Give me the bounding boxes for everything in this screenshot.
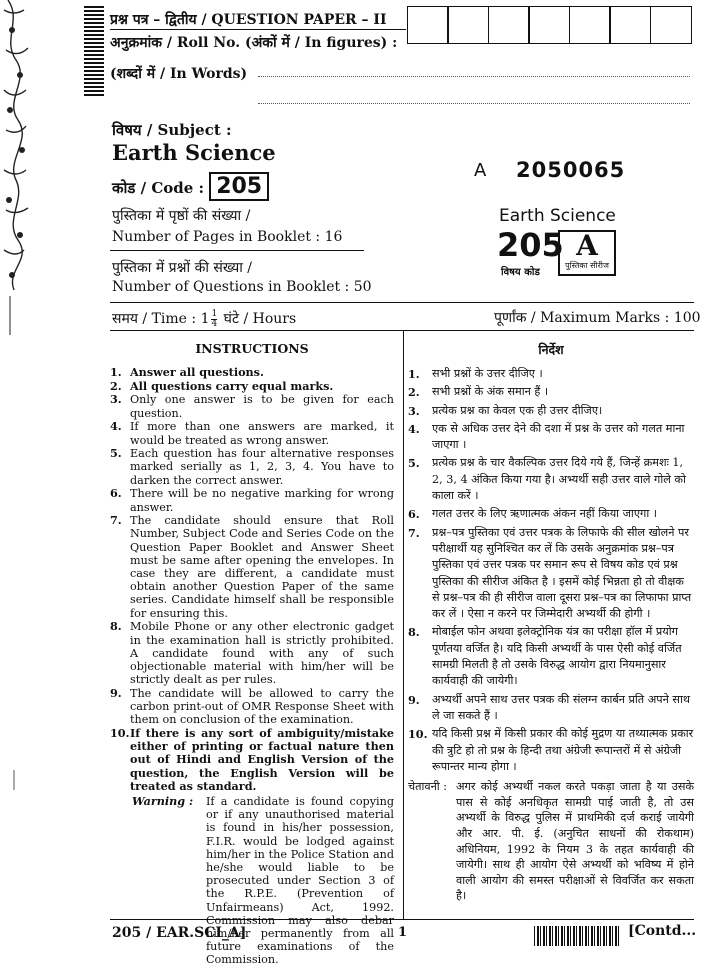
time-top-rule — [110, 302, 694, 303]
instruction-number: 9. — [408, 692, 420, 707]
instruction-item — [110, 420, 394, 446]
instruction-item — [110, 393, 394, 419]
instruction-number: 3. — [408, 403, 420, 418]
roll-digit-box[interactable] — [609, 6, 651, 44]
warning-text-hi: अगर कोई अभ्यर्थी नकल करते पकड़ा जाता है या उसके पास से कोई अनधिकृत सामग्री पाई जाती है, तो उस अभ्यर्थी के विरुद्ध पुलिस में प्राथमिकी दर्ज कराई जायेगी और आर. पी. ई. (अनुचित साधनों की रोकथाम) अधिनियम, 1992 के नियम 3 के तहत कार्यवाही की जायेगी। साथ ही आयोग ऐसे अभ्यर्थी को भविष्य में होने वाली आयोग की समस्त परीक्षाओं से विवर्जित कर सकता है। — [456, 780, 694, 903]
instruction-number: 1. — [408, 367, 420, 381]
roll-digit-box[interactable] — [650, 6, 692, 44]
roll-digit-box[interactable] — [447, 6, 489, 44]
instructions-title: INSTRUCTIONS — [195, 341, 309, 356]
instruction-number: 5. — [110, 446, 122, 461]
roll-no-label: अनुक्रमांक / Roll No. (अंकों में / In figures) : — [110, 35, 398, 51]
instruction-text: There will be no negative marking for wrong answer. — [130, 487, 394, 514]
subject-code: 205 — [209, 172, 269, 201]
instruction-number: 3. — [110, 392, 122, 407]
instruction-item — [408, 525, 694, 623]
instruction-text: गलत उत्तर के लिए ऋणात्मक अंकन नहीं किया जाएगा । — [432, 507, 658, 521]
instruction-item — [110, 447, 394, 487]
roll-digit-box[interactable] — [569, 6, 611, 44]
instruction-number: 5. — [408, 456, 420, 471]
instruction-text: Each question has four alternative responses marked serially as 1, 2, 3, 4. You have to darken the correct answer. — [130, 447, 394, 487]
booklet-series-box — [558, 230, 616, 276]
paper-number: 2050065 — [516, 158, 626, 182]
time-label: समय / Time : 1 — [112, 311, 210, 327]
instruction-text: सभी प्रश्नों के अंक समान हैं । — [432, 385, 549, 399]
instruction-number: 7. — [110, 513, 122, 528]
warning-label: Warning : — [132, 794, 194, 808]
questions-label-en: Number of Questions in Booklet : 50 — [112, 279, 372, 295]
instruction-text: All questions carry equal marks. — [130, 378, 334, 393]
side-subject-name: Earth Science — [499, 206, 616, 226]
instruction-item — [110, 727, 394, 793]
instruction-item — [110, 380, 394, 393]
subject-label: विषय / Subject : — [112, 121, 232, 139]
code-row — [112, 172, 269, 201]
instruction-text: यदि किसी प्रश्न में किसी प्रकार की कोई मुद्रण या तथ्यात्मक प्रकार की त्रुटि हो तो प्रश्न के हिन्दी तथा अंग्रेजी रूपान्तरों में से अंग्रेजी रूपान्तर मान्य होगा । — [432, 727, 694, 773]
roll-number-boxes[interactable] — [408, 6, 692, 44]
instruction-item — [110, 620, 394, 686]
series-letter: A — [474, 160, 487, 181]
instruction-number: 4. — [110, 419, 122, 434]
instruction-item — [408, 726, 694, 775]
header-rule — [110, 29, 406, 30]
code-label: कोड / Code : — [112, 179, 205, 197]
instruction-text: If there is any sort of ambiguity/mistake either of printing or factual nature then out of Hindi and English Version of the question, the English Version will be treated as standard. — [130, 725, 394, 793]
decorative-border — [0, 0, 34, 954]
instruction-number: 6. — [408, 507, 420, 522]
instruction-number: 7. — [408, 525, 420, 540]
column-divider — [403, 331, 404, 919]
time-fraction: $\frac{1}{4}$ — [211, 308, 218, 329]
roll-digit-box[interactable] — [528, 6, 570, 44]
footer-code: 205 / EAR.SCI_A] — [112, 925, 247, 941]
instruction-number: 10. — [110, 725, 130, 740]
instruction-item — [408, 506, 694, 522]
instruction-item — [408, 384, 694, 400]
instruction-text: सभी प्रश्नों के उत्तर दीजिए । — [432, 367, 543, 380]
instruction-text: एक से अधिक उत्तर देने की दशा में प्रश्न के उत्तर को गलत माना जाएगा । — [432, 421, 685, 452]
time-row — [112, 309, 296, 329]
instruction-item — [408, 403, 694, 419]
pages-label-en: Number of Pages in Booklet : 16 — [112, 229, 343, 245]
subject-name: Earth Science — [112, 140, 276, 165]
instruction-text: If more than one answers are marked, it would be treated as wrong answer. — [130, 420, 394, 447]
instruction-item — [110, 687, 394, 727]
instruction-text: प्रत्येक प्रश्न का केवल एक ही उत्तर दीजिए। — [432, 403, 603, 417]
instruction-text: मोबाईल फोन अथवा इलेक्ट्रोनिक यंत्र का परीक्षा हॉल में प्रयोग पूर्णतया वर्जित है। यदि किसी अभ्यर्थी के पास ऐसी कोई वर्जित सामग्री मिलती है तो उसके विरुद्ध आयोग द्वारा नियमानुसार कार्यवाही की जायेगी। — [432, 625, 682, 688]
instruction-text: अभ्यर्थी अपने साथ उत्तर पत्रक की संलग्न कार्बन प्रति अपने साथ ले जा सकते हैं । — [432, 692, 691, 722]
warning-block-hi — [408, 779, 694, 904]
instruction-number: 8. — [110, 619, 122, 634]
max-marks: पूर्णांक / Maximum Marks : 100 — [494, 310, 701, 326]
side-barcode — [84, 6, 104, 96]
instruction-text: The candidate will be allowed to carry the carbon print-out of OMR Response Sheet with them on conclusion of the examination. — [130, 686, 394, 727]
booklet-series-label: पुस्तिका सीरीज — [565, 261, 609, 270]
instruction-item — [408, 366, 694, 382]
side-code-label: विषय कोड — [501, 267, 540, 278]
pages-rule — [110, 250, 364, 251]
instruction-item — [408, 421, 694, 454]
instruction-item — [110, 366, 394, 379]
instructions-list — [110, 366, 394, 793]
question-paper-label: प्रश्न पत्र – द्वितीय / QUESTION PAPER – II — [110, 12, 387, 28]
continued-label: [Contd... — [628, 923, 697, 939]
instruction-number: 2. — [110, 378, 122, 393]
instruction-number: 8. — [408, 625, 420, 640]
instruction-item — [110, 487, 394, 513]
instruction-number: 4. — [408, 421, 420, 436]
in-words-line-1[interactable] — [258, 76, 690, 77]
instruction-text: प्रत्येक प्रश्न के चार वैकल्पिक उत्तर दिये गये हैं, जिन्हें क्रमशः 1, 2, 3, 4 अंकित किया गया है। अभ्यर्थी सही उत्तर वाले गोले को काला करें । — [432, 456, 686, 503]
side-subject-code: 205 — [497, 226, 564, 264]
instruction-text: Only one answer is to be given for each question. — [130, 393, 394, 420]
instruction-item — [408, 455, 694, 504]
instruction-text: प्रश्न–पत्र पुस्तिका एवं उत्तर पत्रक के लिफाफे की सील खोलने पर परीक्षार्थी यह सुनिश्चित कर लें कि उसके अनुक्रमांक प्रश्न–पत्र पुस्तिका एवं उत्तर पत्रक पर समान रूप से विषय कोड एवं प्रश्न पुस्तिका की सीरीज अंकित है । इसमें कोई भिन्नता हो तो वीक्षक से प्रश्न–पत्र की ही सीरीज वाला दूसरा प्रश्न–पत्र का लिफाफा प्राप्त कर लें । ऐसा न करने पर जिम्मेदारी अभ्यर्थी की होगी । — [432, 525, 692, 621]
instruction-text: Answer all questions. — [130, 365, 264, 379]
warning-label-hi: चेतावनी : — [408, 780, 448, 794]
in-words-label: (शब्दों में / In Words) — [110, 66, 248, 82]
roll-digit-box[interactable] — [407, 6, 449, 44]
footer-rule — [110, 919, 694, 920]
instructions-english — [110, 335, 394, 967]
instructions-hindi — [408, 335, 694, 904]
instruction-text: The candidate should ensure that Roll Number, Subject Code and Series Code on the Question Paper Booklet and Answer Sheet must be same after opening the envelopes. In case they are different, a candidate must obtain another Question Paper of the same series. Candidate himself shall be responsible for ensuring this. — [130, 514, 394, 620]
instruction-item — [408, 692, 694, 725]
instruction-number: 2. — [408, 385, 420, 400]
instructions-title-hi: निर्देश — [538, 342, 564, 357]
time-bottom-rule — [110, 330, 694, 331]
instruction-number: 10. — [408, 727, 428, 742]
instructions-list-hi — [408, 366, 694, 775]
booklet-series-letter: A — [576, 229, 598, 262]
warning-text: If a candidate is found copying or if any unauthorised material is found in his/her possession, F.I.R. would be lodged against him/her in the Police Station and he/she would liable to be prosecuted under Section 3 of the R.P.E. (Prevention of Unfairmeans) Act, 1992. Commission may also debar him/her permanently from all future examinations of the Commission. — [206, 795, 394, 967]
pages-label-hi: पुस्तिका में पृष्ठों की संख्या / — [112, 208, 251, 224]
instruction-item — [110, 514, 394, 620]
roll-digit-box[interactable] — [488, 6, 530, 44]
page-number: 1 — [398, 925, 408, 940]
footer-barcode — [534, 926, 620, 946]
instruction-number: 9. — [110, 685, 122, 700]
instruction-number: 6. — [110, 486, 122, 501]
instruction-item — [408, 624, 694, 689]
instruction-number: 1. — [110, 365, 122, 379]
questions-label-hi: पुस्तिका में प्रश्नों की संख्या / — [112, 260, 252, 276]
in-words-line-2[interactable] — [258, 103, 690, 104]
instruction-text: Mobile Phone or any other electronic gadget in the examination hall is strictly prohibited. A candidate found with any of such objectionable material with him/her will be strictly dealt as per rules. — [130, 620, 394, 687]
time-suffix: घंटे / Hours — [223, 311, 297, 327]
